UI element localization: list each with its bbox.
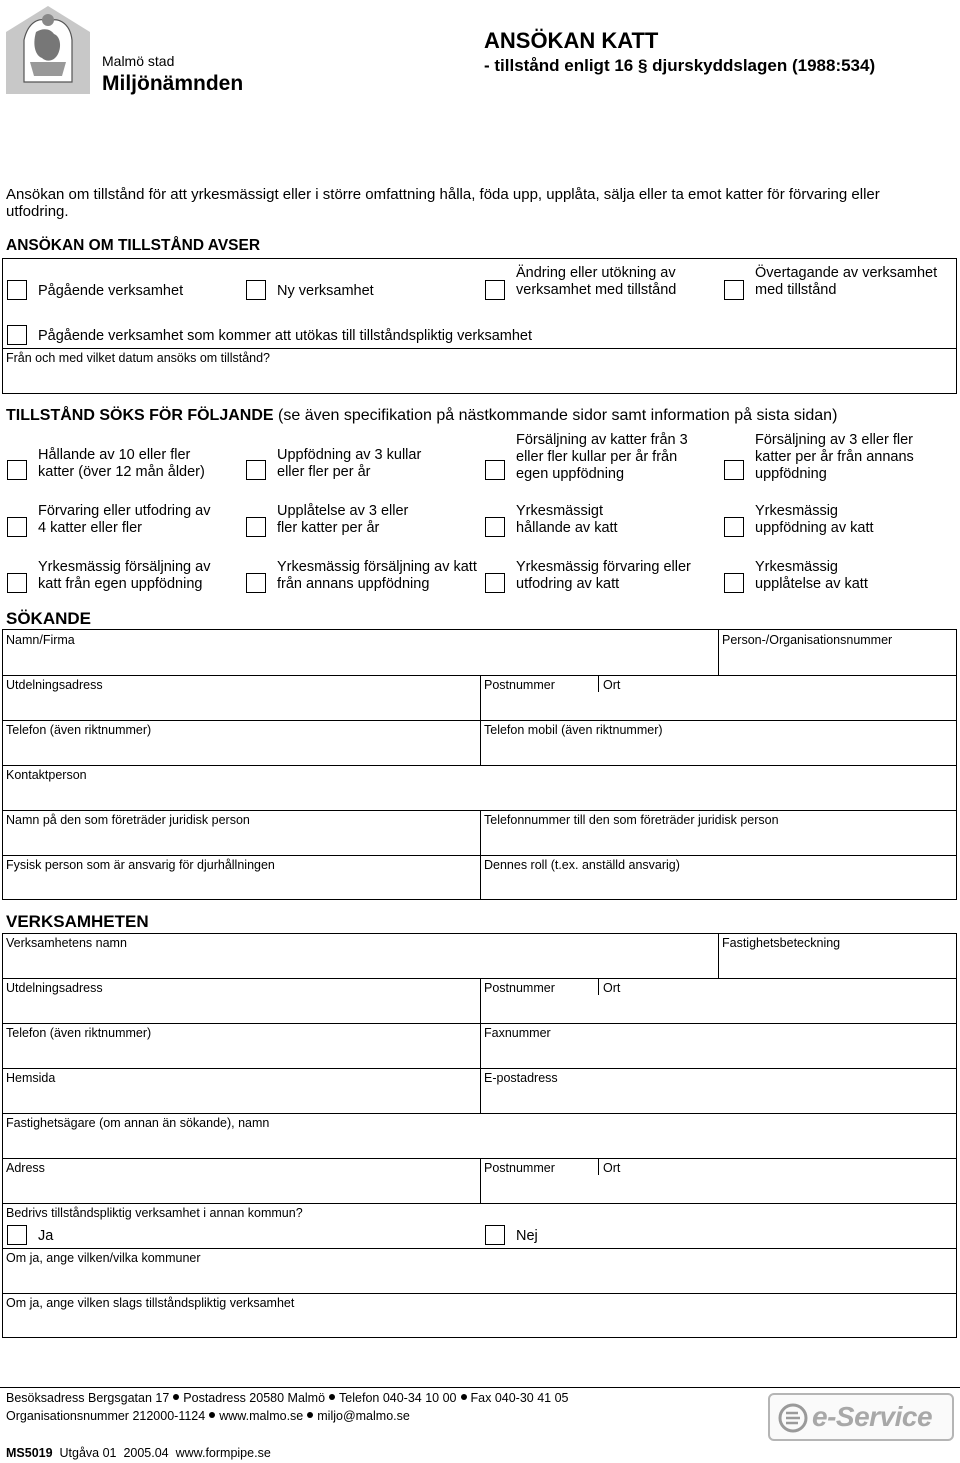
sokande-jurid-input[interactable] [3,828,479,854]
sokande-kontakt-label: Kontaktperson [6,768,87,782]
sokande-fysisk-input[interactable] [3,873,479,899]
footer-line-1 [6,1391,569,1405]
sokande-jurid-tel-input[interactable] [481,828,956,854]
verk-fax-label: Faxnummer [484,1026,551,1040]
verk-hemsida-input[interactable] [3,1086,479,1112]
sokande-postnr-input[interactable] [481,693,597,719]
footer-line-2 [6,1409,410,1423]
soks-1-2: Uppfödning av 3 kullar eller fler per år [277,447,422,480]
sokande-mobil-label: Telefon mobil (även riktnummer) [484,723,663,737]
checkbox-soks-1-4[interactable] [724,460,744,480]
footer-orgnr: Organisationsnummer 212000-1124 [6,1409,206,1423]
org-name: Miljönämnden [102,72,244,95]
verk-namn-input[interactable] [3,951,717,977]
soks-2-4: Yrkesmässig uppfödning av katt [755,503,874,536]
footer-tel: Telefon 040-34 10 00 [339,1391,457,1405]
verk-annan-kommun-label: Bedrivs tillståndspliktig verksamhet i annan kommun? [6,1206,303,1220]
soks-1-3: Försäljning av katter från 3 eller fler kullar per år från egen uppfödning [516,432,688,482]
sokande-adress-input[interactable] [3,693,479,719]
bullet-icon [307,1412,313,1418]
verk-agare-ort-input[interactable] [599,1176,956,1202]
checkbox-overtagande[interactable] [724,280,744,300]
sokande-roll-input[interactable] [481,873,956,899]
verk-ort-input[interactable] [599,996,956,1022]
soks-heading-line [6,407,837,425]
form-id: MS5019 [6,1446,53,1460]
sokande-fysisk-label: Fysisk person som är ansvarig för djurhållningen [6,858,275,872]
opt-andring: Ändring eller utökning av verksamhet med tillstånd [516,265,677,298]
sokande-jurid-tel-label: Telefonnummer till den som företräder juridisk person [484,813,779,827]
opt-pagaende: Pågående verksamhet [38,283,184,299]
malmo-crest-icon [6,2,90,94]
sokande-telefon-input[interactable] [3,738,479,764]
verk-agare-postnr-input[interactable] [481,1176,597,1202]
sokande-namn-input[interactable] [3,648,717,674]
form-utgava: Utgåva 01 [59,1446,117,1460]
soks-3-4: Yrkesmässig upplåtelse av katt [755,559,868,592]
verk-agare-adress-input[interactable] [3,1176,479,1202]
sokande-telefon-label: Telefon (även riktnummer) [6,723,152,737]
opt-overtagande: Övertagande av verksamhet med tillstånd [755,265,938,298]
sokande-orgnr-input[interactable] [719,648,956,674]
checkbox-soks-2-4[interactable] [724,517,744,537]
verk-fastighet-label: Fastighetsbeteckning [722,936,841,950]
eservice-badge [768,1393,954,1441]
soks-heading: TILLSTÅND SÖKS FÖR FÖLJANDE [6,407,274,424]
checkbox-soks-2-2[interactable] [246,517,266,537]
verk-adress-input[interactable] [3,996,479,1022]
intro-text: Ansökan om tillstånd för att yrkesmässigt eller i större omfattning hålla, föda upp, upplåta, sälja eller ta emot katter för förvaring eller utfodring. [6,186,880,220]
verk-epost-label: E-postadress [484,1071,558,1085]
avser-heading: ANSÖKAN OM TILLSTÅND AVSER [6,237,261,254]
sokande-roll-label: Dennes roll (t.ex. anställd ansvarig) [484,858,680,872]
verksamheten-heading: VERKSAMHETEN [6,912,149,931]
date-input[interactable] [3,366,956,393]
checkbox-andring[interactable] [485,280,505,300]
verk-fastighet-input[interactable] [719,951,956,977]
sokande-orgnr-label: Person-/Organisationsnummer [722,633,893,647]
sokande-jurid-label: Namn på den som företräder juridisk person [6,813,250,827]
checkbox-utokas[interactable] [7,325,27,345]
bullet-icon [209,1412,215,1418]
opt-ny: Ny verksamhet [277,283,374,299]
form-date: 2005.04 [123,1446,169,1460]
footer-besok: Besöksadress Bergsgatan 17 [6,1391,170,1405]
opt-nej: Nej [516,1228,538,1244]
footer-form-line [6,1446,271,1460]
checkbox-soks-3-4[interactable] [724,573,744,593]
verk-telefon-input[interactable] [3,1041,479,1067]
verk-epost-input[interactable] [481,1086,956,1112]
verk-agare-ort-label: Ort [603,1161,621,1175]
soks-3-2: Yrkesmässig försäljning av katt från annans uppfödning [277,559,477,592]
checkbox-soks-1-3[interactable] [485,460,505,480]
verk-adress-label: Utdelningsadress [6,981,103,995]
opt-utokas: Pågående verksamhet som kommer att utökas till tillståndspliktig verksamhet [38,328,533,344]
soks-1-1: Hållande av 10 eller fler katter (över 12 mån ålder) [38,447,205,480]
bullet-icon [329,1394,335,1400]
footer-post: Postadress 20580 Malmö [183,1391,326,1405]
soks-3-3: Yrkesmässig förvaring eller utfodring av katt [516,559,691,592]
eservice-logo-icon [778,1403,808,1433]
checkbox-soks-3-1[interactable] [7,573,27,593]
sokande-mobil-input[interactable] [481,738,956,764]
checkbox-soks-3-3[interactable] [485,573,505,593]
sokande-ort-label: Ort [603,678,621,692]
verk-vilka-label: Om ja, ange vilken/vilka kommuner [6,1251,201,1265]
soks-2-2: Upplåtelse av 3 eller fler katter per år [277,503,409,536]
verk-postnr-label: Postnummer [484,981,555,995]
verk-fax-input[interactable] [481,1041,956,1067]
bullet-icon [173,1394,179,1400]
form-title: ANSÖKAN KATT [484,28,659,53]
date-label: Från och med vilket datum ansöks om tillstånd? [6,351,271,365]
footer-mail[interactable]: miljo@malmo.se [317,1409,410,1423]
soks-3-1: Yrkesmässig försäljning av katt från egen uppfödning [38,559,211,592]
form-formpipe[interactable]: www.formpipe.se [175,1446,271,1460]
sokande-adress-label: Utdelningsadress [6,678,103,692]
sokande-heading: SÖKANDE [6,609,92,628]
sokande-kontakt-input[interactable] [3,783,956,809]
eservice-text: e-Service [812,1401,933,1432]
sokande-namn-label: Namn/Firma [6,633,75,647]
checkbox-pagaende[interactable] [7,280,27,300]
checkbox-ja[interactable] [7,1225,27,1245]
soks-note: (se även specifikation på nästkommande sidor samt information på sista sidan) [278,407,838,424]
verk-namn-label: Verksamhetens namn [6,936,127,950]
verk-agare-label: Fastighetsägare (om annan än sökande), namn [6,1116,270,1130]
sokande-ort-input[interactable] [599,693,956,719]
soks-2-3: Yrkesmässigt hållande av katt [516,503,618,536]
verk-slag-input[interactable] [3,1311,956,1337]
checkbox-ny[interactable] [246,280,266,300]
opt-ja: Ja [38,1228,54,1244]
checkbox-soks-3-2[interactable] [246,573,266,593]
form-subtitle: - tillstånd enligt 16 § djurskyddslagen (1988:534) [484,56,876,75]
org-city: Malmö stad [102,53,175,69]
verk-agare-input[interactable] [3,1131,956,1157]
checkbox-soks-2-3[interactable] [485,517,505,537]
verk-hemsida-label: Hemsida [6,1071,56,1085]
soks-1-4: Försäljning av 3 eller fler katter per år från annans uppfödning [755,432,914,482]
checkbox-soks-1-2[interactable] [246,460,266,480]
sokande-postnr-label: Postnummer [484,678,555,692]
verk-postnr-input[interactable] [481,996,597,1022]
footer-fax: Fax 040-30 41 05 [470,1391,569,1405]
verk-slag-label: Om ja, ange vilken slags tillståndspliktig verksamhet [6,1296,295,1310]
verk-telefon-label: Telefon (även riktnummer) [6,1026,152,1040]
checkbox-soks-2-1[interactable] [7,517,27,537]
verk-agare-postnr-label: Postnummer [484,1161,555,1175]
verk-agare-adress-label: Adress [6,1161,45,1175]
bullet-icon [461,1394,467,1400]
checkbox-nej[interactable] [485,1225,505,1245]
footer-web[interactable]: www.malmo.se [219,1409,304,1423]
soks-2-1: Förvaring eller utfodring av 4 katter eller fler [38,503,211,536]
checkbox-soks-1-1[interactable] [7,460,27,480]
verk-ort-label: Ort [603,981,621,995]
verk-vilka-input[interactable] [3,1266,956,1292]
